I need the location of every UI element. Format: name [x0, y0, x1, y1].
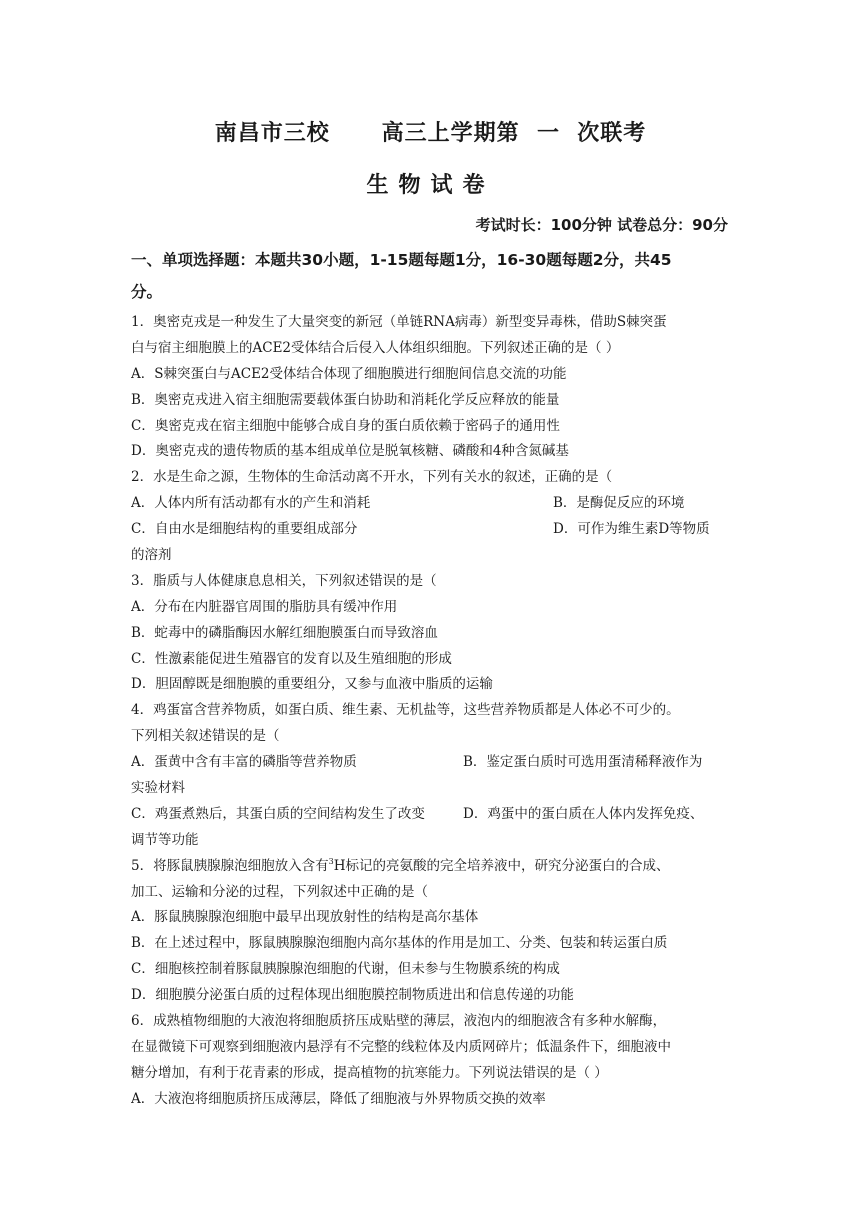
q5-option-d: D．细胞膜分泌蛋白质的过程体现出细胞膜控制物质进出和信息传递的功能	[131, 987, 574, 1004]
q4-stem-line-1: 4．鸡蛋富含营养物质，如蛋白质、维生素、无机盐等，这些营养物质都是人体必不可少的。	[131, 702, 680, 719]
q2-option-d-cont: 的溶剂	[131, 547, 172, 564]
q3-stem: 3．脂质与人体健康息息相关，下列叙述错误的是（	[131, 572, 437, 589]
question-1	[131, 310, 731, 465]
q2-option-c: C．自由水是细胞结构的重要组成部分	[131, 521, 358, 538]
q4-option-c: C．鸡蛋煮熟后，其蛋白质的空间结构发生了改变	[131, 805, 425, 822]
q6-stem-line-2: 在显微镜下可观察到细胞液内悬浮有不完整的线粒体及内质网碎片；低温条件下，细胞液中	[131, 1038, 671, 1055]
q4-options-row-1	[131, 750, 731, 776]
q3-option-d: D．胆固醇既是细胞膜的重要组分，又参与血液中脂质的运输	[131, 676, 493, 693]
q1-option-a: A．S棘突蛋白与ACE2受体结合体现了细胞膜进行细胞间信息交流的功能	[131, 365, 567, 382]
q5-option-c: C．细胞核控制着豚鼠胰腺腺泡细胞的代谢，但未参与生物膜系统的构成	[131, 961, 560, 978]
q2-options-row-2	[131, 517, 731, 543]
subject-title: 生物试卷	[366, 173, 495, 198]
q4-option-b-cont: 实验材料	[131, 780, 185, 797]
section-heading-line-2: 分。	[131, 283, 163, 301]
question-5	[131, 854, 731, 1009]
q4-stem-line-2: 下列相关叙述错误的是（	[131, 728, 280, 745]
exam-info: 考试时长：100分钟 试卷总分：90分	[475, 216, 728, 234]
q3-option-a: A．分布在内脏器官周围的脂肪具有缓冲作用	[131, 598, 398, 615]
q1-option-d: D．奥密克戎的遗传物质的基本组成单位是脱氧核糖、磷酸和4种含氮碱基	[131, 443, 569, 460]
question-6	[131, 1009, 731, 1113]
q2-option-a: A．人体内所有活动都有水的产生和消耗	[131, 495, 371, 512]
q4-option-d: D．鸡蛋中的蛋白质在人体内发挥免疫、	[463, 805, 704, 822]
q5-option-b: B．在上述过程中，豚鼠胰腺腺泡细胞内高尔基体的作用是加工、分类、包装和转运蛋白质	[131, 935, 668, 952]
q1-option-c: C．奥密克戎在宿主细胞中能够合成自身的蛋白质依赖于密码子的通用性	[131, 417, 560, 434]
q6-option-a: A．大液泡将细胞质挤压成薄层，降低了细胞液与外界物质交换的效率	[131, 1090, 546, 1107]
q3-option-c: C．性激素能促进生殖器官的发育以及生殖细胞的形成	[131, 650, 452, 667]
exam-title: 南昌市三校 高三上学期第 一 次联考	[214, 121, 647, 146]
q5-stem-pre: 5．将豚鼠胰腺腺泡细胞放入含有	[131, 857, 329, 874]
q5-stem-line-1	[131, 854, 731, 880]
q4-options-row-2	[131, 802, 731, 828]
question-2	[131, 465, 731, 569]
q4-option-b: B．鉴定蛋白质时可选用蛋清稀释液作为	[463, 754, 703, 771]
q6-stem-line-1: 6．成熟植物细胞的大液泡将细胞质挤压成贴壁的薄层，液泡内的细胞液含有多种水解酶，	[131, 1013, 667, 1030]
q2-option-b: B．是酶促反应的环境	[553, 495, 685, 512]
question-3	[131, 569, 731, 698]
q3-option-b: B．蛇毒中的磷脂酶因水解红细胞膜蛋白而导致溶血	[131, 624, 438, 641]
q5-stem-line-2: 加工、运输和分泌的过程，下列叙述中正确的是（	[131, 883, 428, 900]
question-list	[131, 310, 731, 1113]
q5-stem-superscript: 3	[328, 856, 334, 866]
q1-stem-line-1: 1．奥密克戎是一种发生了大量突变的新冠（单链RNA病毒）新型变异毒株，借助S棘突蛋	[131, 314, 667, 330]
q5-option-a: A．豚鼠胰腺腺泡细胞中最早出现放射性的结构是高尔基体	[131, 909, 479, 926]
q6-stem-line-3: 糖分增加，有利于花青素的形成，提高植物的抗寒能力。下列说法错误的是（ ）	[131, 1064, 608, 1081]
q1-option-b: B．奥密克戎进入宿主细胞需要载体蛋白协助和消耗化学反应释放的能量	[131, 391, 560, 408]
q2-options-row-1	[131, 491, 731, 517]
q2-stem: 2．水是生命之源，生物体的生命活动离不开水，下列有关水的叙述，正确的是（	[131, 469, 613, 486]
q5-stem-post: H标记的亮氨酸的完全培养液中，研究分泌蛋白的合成、	[333, 857, 670, 874]
section-heading-line-1: 一、单项选择题：本题共30小题，1-15题每题1分，16-30题每题2分，共45	[131, 251, 672, 269]
section-heading	[131, 244, 731, 308]
q1-stem-line-2: 白与宿主细胞膜上的ACE2受体结合后侵入人体组织细胞。下列叙述正确的是（ ）	[131, 339, 620, 356]
q2-option-d: D．可作为维生素D等物质	[553, 521, 710, 538]
q4-option-a: A．蛋黄中含有丰富的磷脂等营养物质	[131, 754, 357, 771]
question-4	[131, 698, 731, 853]
q4-option-d-cont: 调节等功能	[131, 831, 199, 848]
